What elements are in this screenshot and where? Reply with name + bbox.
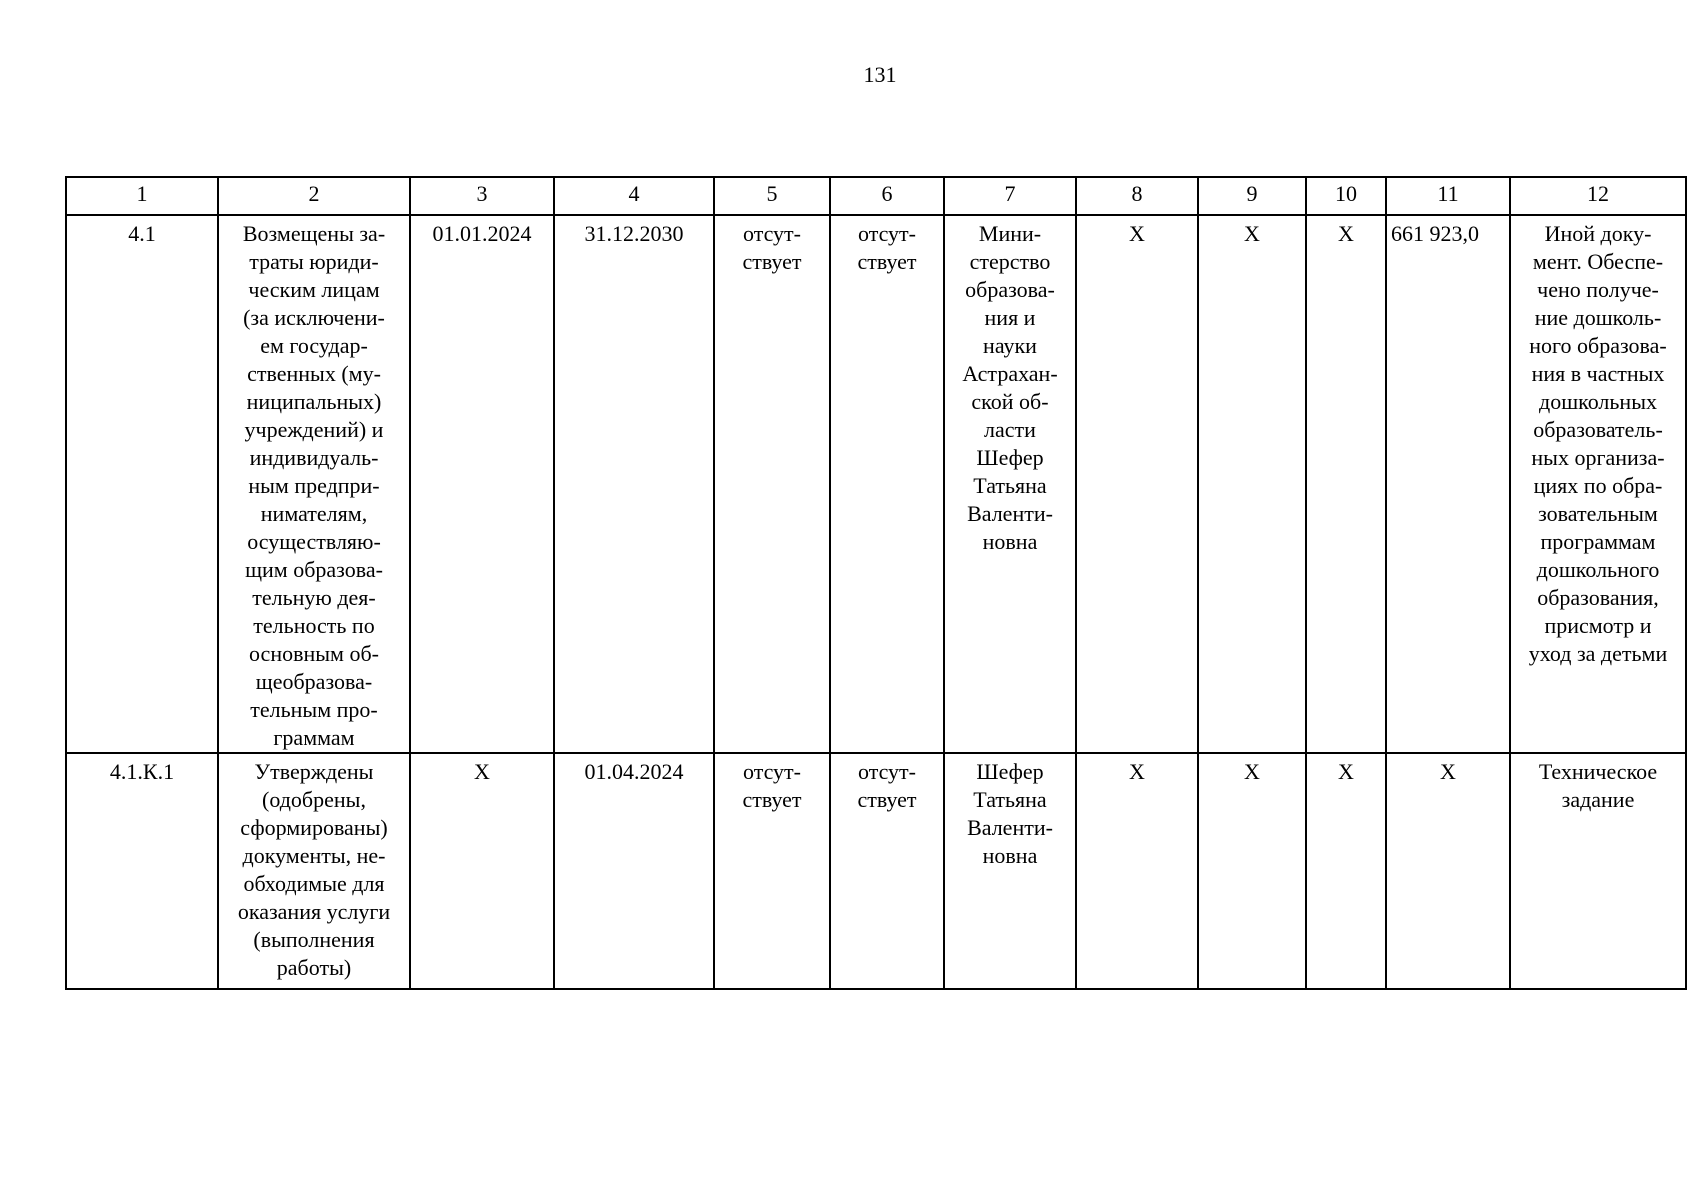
table-cell: отсут- ствует [830, 753, 944, 989]
table-row [66, 753, 1686, 989]
table-cell: Иной доку- мент. Обеспе- чено получе- ние дошколь- ного образова- ния в частных дошкольных образователь- ных организа- циях по обра- зовательным программам дошкольного образования, присмотр и уход за детьми [1510, 215, 1686, 753]
column-header: 6 [830, 177, 944, 215]
table-cell: X [1306, 753, 1386, 989]
table-cell: X [1198, 753, 1306, 989]
table-cell: 661 923,0 [1386, 215, 1510, 753]
column-header: 7 [944, 177, 1076, 215]
table-cell: X [1306, 215, 1386, 753]
column-header: 12 [1510, 177, 1686, 215]
table-cell: Шефер Татьяна Валенти- новна [944, 753, 1076, 989]
header-row [66, 177, 1686, 215]
table-cell: X [1386, 753, 1510, 989]
table-cell: X [410, 753, 554, 989]
table-cell: отсут- ствует [714, 753, 830, 989]
column-header: 10 [1306, 177, 1386, 215]
table-cell: X [1076, 753, 1198, 989]
column-header: 11 [1386, 177, 1510, 215]
column-header: 1 [66, 177, 218, 215]
table-cell: Техническое задание [1510, 753, 1686, 989]
table-cell: Возмещены за- траты юриди- ческим лицам (за исключени- ем государ- ственных (му- ниципальных) учреждений) и индивидуаль- ным предпри- нимателям, осуществляю- щим образова- тельную дея- тельность по основным об- щеобразова- тельным про- граммам [218, 215, 410, 753]
column-header: 3 [410, 177, 554, 215]
table-cell: X [1198, 215, 1306, 753]
table-cell: X [1076, 215, 1198, 753]
data-table [65, 176, 1687, 990]
table-cell: отсут- ствует [714, 215, 830, 753]
column-header: 8 [1076, 177, 1198, 215]
column-header: 2 [218, 177, 410, 215]
column-header: 5 [714, 177, 830, 215]
table-cell: 01.04.2024 [554, 753, 714, 989]
table-cell: отсут- ствует [830, 215, 944, 753]
table-cell: Утверждены (одобрены, сформированы) документы, не- обходимые для оказания услуги (выполнения работы) [218, 753, 410, 989]
column-header: 9 [1198, 177, 1306, 215]
table-cell: 01.01.2024 [410, 215, 554, 753]
table-cell: 4.1 [66, 215, 218, 753]
table-cell: 31.12.2030 [554, 215, 714, 753]
table-row [66, 215, 1686, 753]
table-cell: 4.1.К.1 [66, 753, 218, 989]
page-number: 131 [863, 62, 897, 87]
table-cell: Мини- стерство образова- ния и науки Астрахан- ской об- ласти Шефер Татьяна Валенти- новна [944, 215, 1076, 753]
column-header: 4 [554, 177, 714, 215]
